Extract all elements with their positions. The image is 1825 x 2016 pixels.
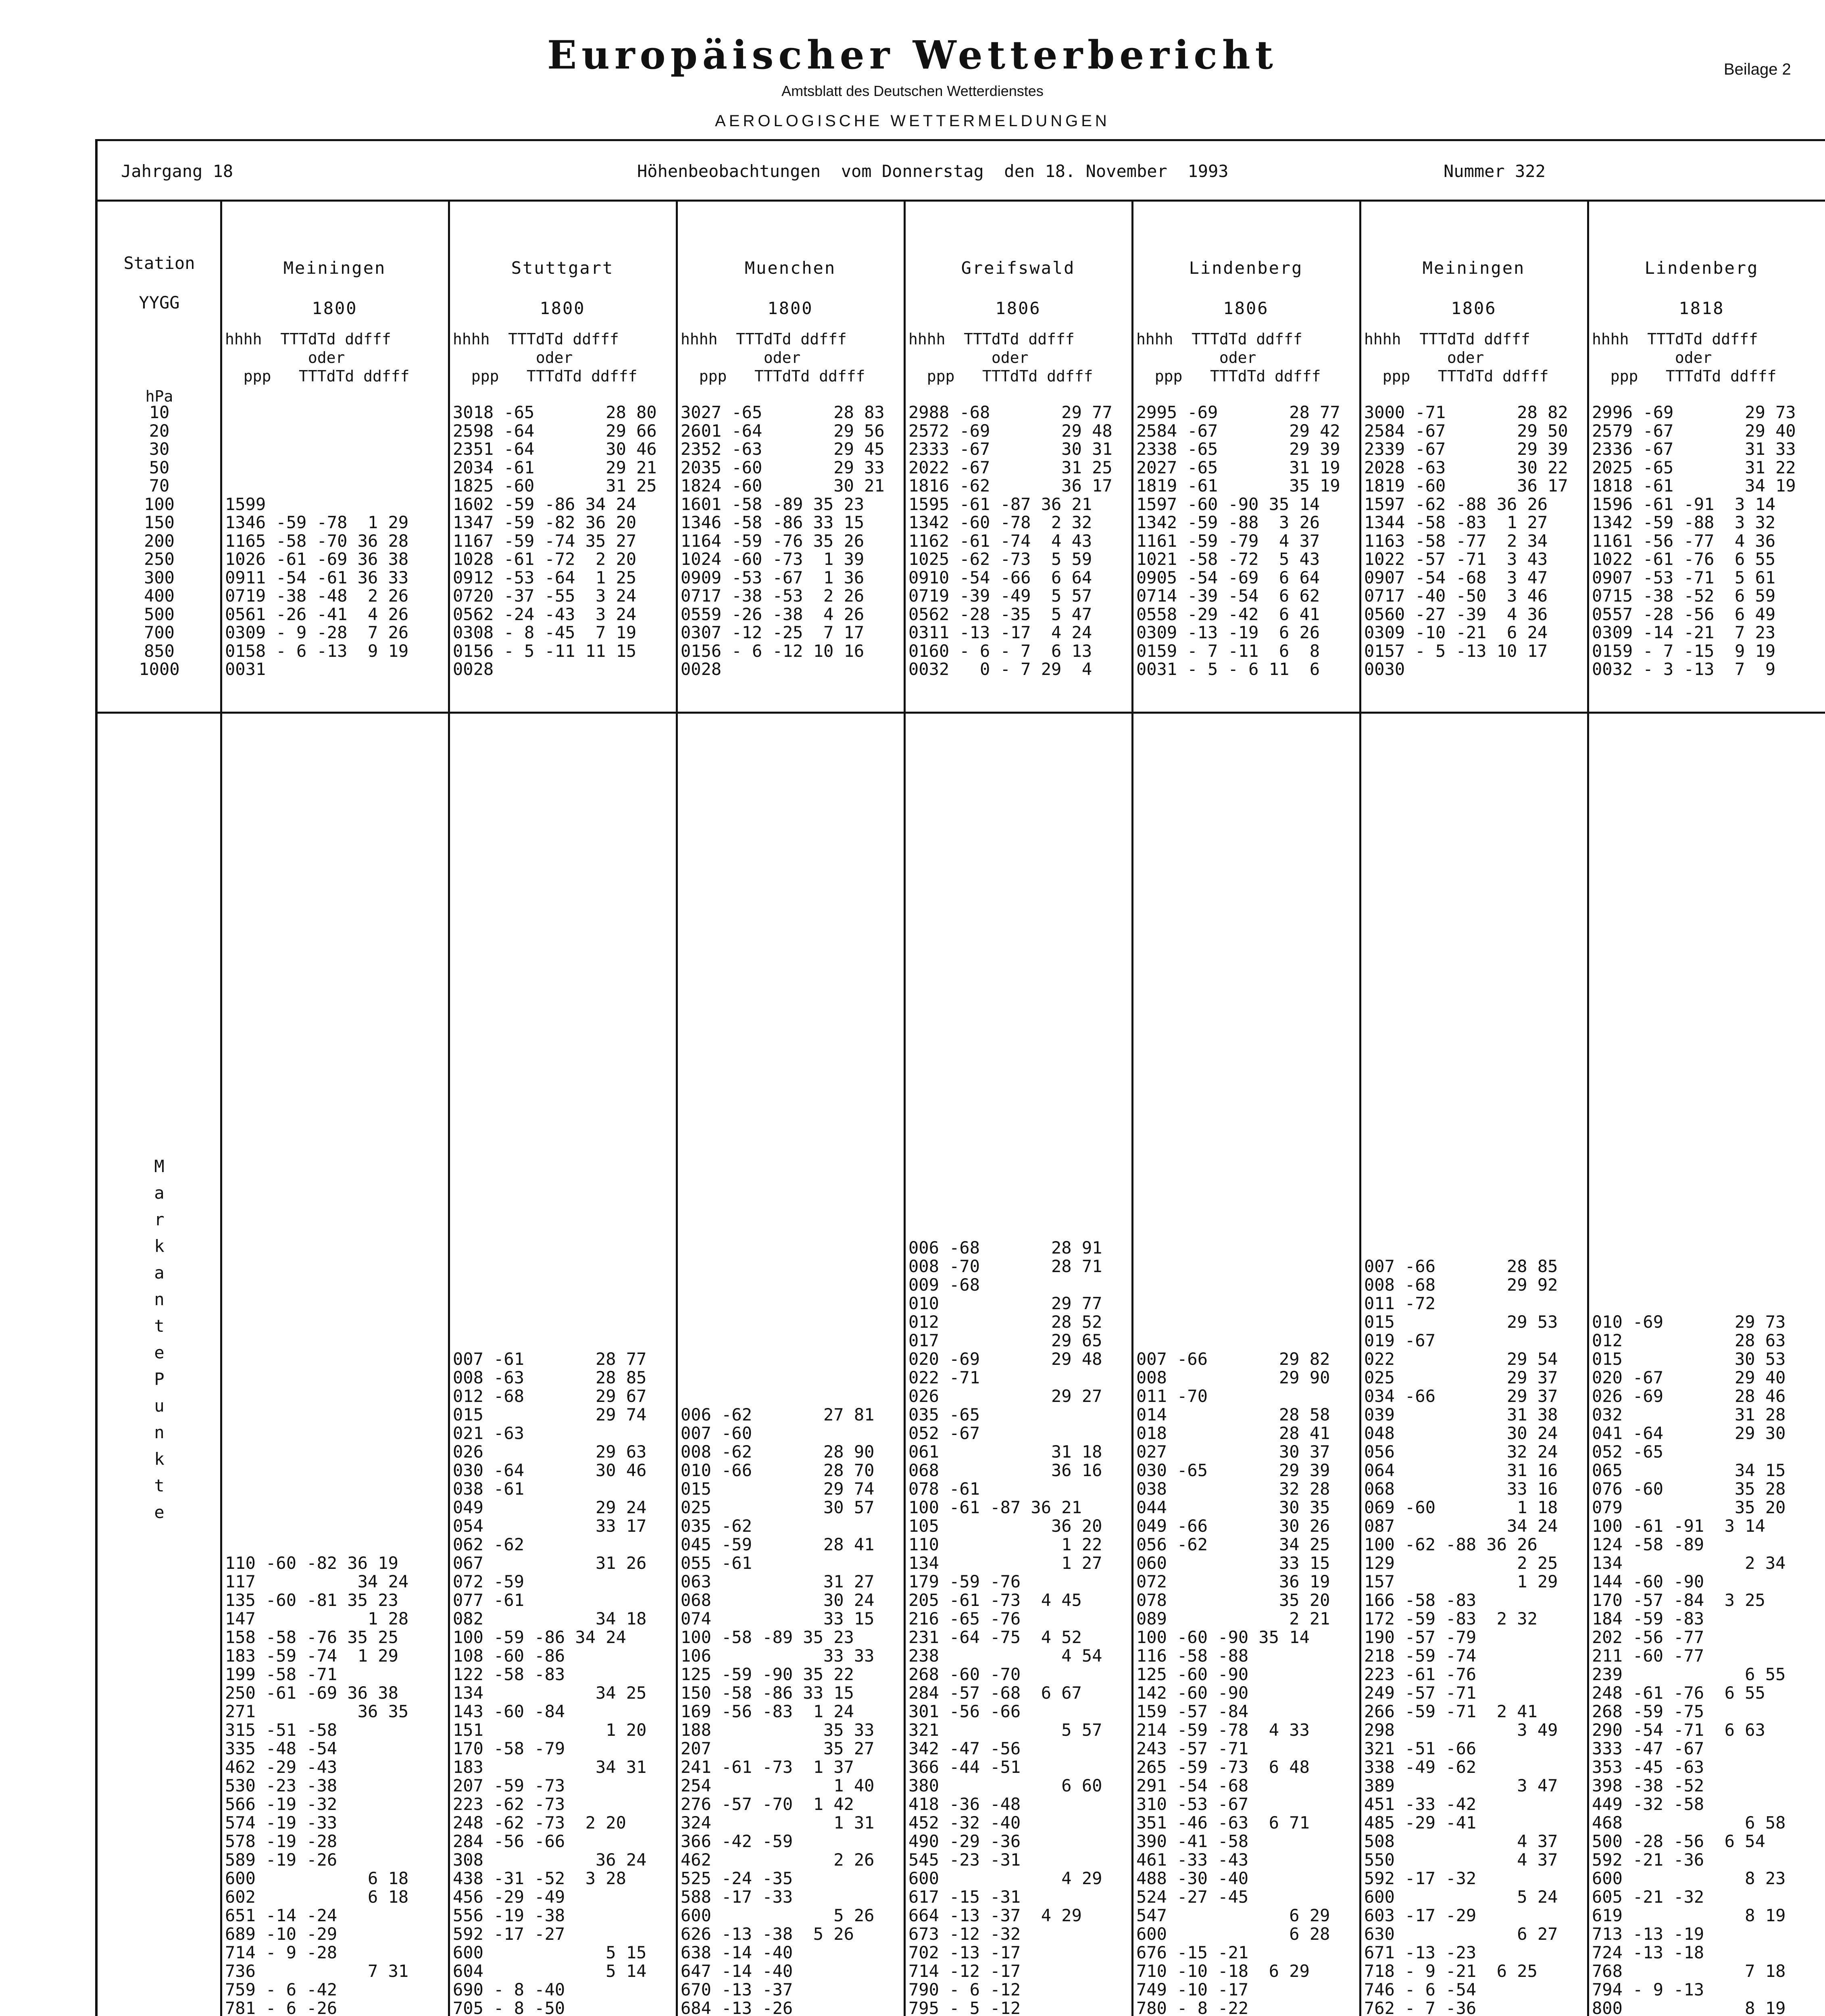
significant-points-data: 006 -62 27 81 007 -60 008 -62 28 90 010 -66 28 70 015 29 74 025 30 57 035 -62 045 -59 28 41 055 -61 063 31 27 068 30 24 074 33 15 100 -58 -89 35 23 106 33 33 125 -59 -90 35 22 150 -58 -86 33 15 169 -56 -83 1 24 188 35 33 207 35 27 241 -61 -73 1 37 254 1 40 276 -57 -70 1 42 324 1 31 366 -42 -59 462 2 26 525 -24 -35 588 -17 -33 600 5 26 626 -13 -38 5 26 638 -14 -40 647 -14 -40 670 -13 -37 684 -13 -26 [681, 1405, 875, 2016]
observation-time: 1818 [1679, 298, 1725, 318]
station-name: Greifswald [961, 258, 1075, 278]
column-subheader: hhhh TTTdTd ddfff oder ppp TTTdTd ddfff [225, 330, 410, 385]
page-subtitle: Amtsblatt des Deutschen Wetterdienstes [781, 83, 1044, 99]
significant-points-data: 006 -68 28 91 008 -70 28 71 009 -68 010 29 77 012 28 52 017 29 65 020 -69 29 48 022 -71 026 29 27 035 -65 052 -67 061 31 18 068 36 16 078 -61 100 -61 -87 36 21 105 36 20 110 1 22 134 1 27 179 -59 -76 205 -61 -73 4 45 216 -65 -76 231 -64 -75 4 52 238 4 54 268 -60 -70 284 -57 -68 6 67 301 -56 -66 321 5 57 342 -47 -56 366 -44 -51 380 6 60 418 -36 -48 452 -32 -40 490 -29 -36 545 -23 -31 600 4 29 617 -15 -31 664 -13 -37 4 29 673 -12 -32 702 -13 -17 714 -12 -17 790 - 6 -12 795 - 5 -12 [908, 1238, 1102, 2016]
page-title: Europäischer Wetterbericht [547, 32, 1278, 78]
column-divider [676, 202, 678, 2016]
std-levels-divider [95, 712, 1825, 714]
column-subheader: hhhh TTTdTd ddfff oder ppp TTTdTd ddfff [453, 330, 638, 385]
column-divider [1587, 202, 1589, 2016]
standard-levels-data: 2996 -69 29 73 2579 -67 29 40 2336 -67 31 33 2025 -65 31 22 1818 -61 34 19 1596 -61 -91 3 14 1342 -59 -88 3 32 1161 -56 -77 4 36 1022 -61 -76 6 55 0907 -53 -71 5 61 0715 -38 -52 6 59 0557 -28 -56 6 49 0309 -14 -21 7 23 0159 - 7 -15 9 19 0032 - 3 -13 7 9 [1592, 402, 1796, 679]
standard-levels-data: 2988 -68 29 77 2572 -69 29 48 2333 -67 30 31 2022 -67 31 25 1816 -62 36 17 1595 -61 -87 36 21 1342 -60 -78 2 32 1162 -61 -74 4 43 1025 -62 -73 5 59 0910 -54 -66 6 64 0719 -39 -49 5 57 0562 -28 -35 5 47 0311 -13 -17 4 24 0160 - 6 - 7 6 13 0032 0 - 7 29 4 [908, 402, 1112, 679]
yygg-label: YYGG [139, 293, 180, 312]
observation-time: 1800 [767, 298, 813, 318]
significant-points-data: 007 -66 28 85 008 -68 29 92 011 -72 015 29 53 019 -67 022 29 54 025 29 37 034 -66 29 37 039 31 38 048 30 24 056 32 24 064 31 16 068 33 16 069 -60 1 18 087 34 24 100 -62 -88 36 26 129 2 25 157 1 29 166 -58 -83 172 -59 -83 2 32 190 -57 -79 218 -59 -74 223 -61 -76 249 -57 -71 266 -59 -71 2 41 298 3 49 321 -51 -66 338 -49 -62 389 3 47 451 -33 -42 485 -29 -41 508 4 37 550 4 37 592 -17 -32 600 5 24 603 -17 -29 630 6 27 671 -13 -23 718 - 9 -21 6 25 746 - 6 -54 762 - 7 -36 [1364, 1256, 1558, 2016]
issue-number: Nummer 322 [1444, 161, 1546, 181]
column-divider [448, 202, 450, 2016]
observation-time: 1800 [312, 298, 358, 318]
standard-levels-data: 2995 -69 28 77 2584 -67 29 42 2338 -65 29 39 2027 -65 31 19 1819 -61 35 19 1597 -60 -90 35 14 1342 -59 -88 3 26 1161 -59 -79 4 37 1021 -58 -72 5 43 0905 -54 -69 6 64 0714 -39 -54 6 62 0558 -29 -42 6 41 0309 -13 -19 6 26 0159 - 7 -11 6 8 0031 - 5 - 6 11 6 [1136, 402, 1340, 679]
pressure-levels: 10 20 30 50 70 100 150 200 250 300 400 500 700 850 1000 [139, 402, 180, 679]
observation-time: 1806 [1451, 298, 1497, 318]
meta-divider [95, 200, 1825, 202]
standard-levels-data: 3027 -65 28 83 2601 -64 29 56 2352 -63 29 45 2035 -60 29 33 1824 -60 30 21 1601 -58 -89 35 23 1346 -58 -86 33 15 1164 -59 -76 35 26 1024 -60 -73 1 39 0909 -53 -67 1 36 0717 -38 -53 2 26 0559 -26 -38 4 26 0307 -12 -25 7 17 0156 - 6 -12 10 16 0028 [681, 402, 885, 679]
column-subheader: hhhh TTTdTd ddfff oder ppp TTTdTd ddfff [908, 330, 1093, 385]
column-divider [1359, 202, 1361, 2016]
column-divider [1131, 202, 1133, 2016]
significant-points-data: 010 -69 29 73 012 28 63 015 30 53 020 -67 29 40 026 -69 28 46 032 31 28 041 -64 29 30 052 -65 065 34 15 076 -60 35 28 079 35 20 100 -61 -91 3 14 124 -58 -89 134 2 34 144 -60 -90 170 -57 -84 3 25 184 -59 -83 202 -56 -77 211 -60 -77 239 6 55 248 -61 -76 6 55 268 -59 -75 290 -54 -71 6 63 333 -47 -67 353 -45 -63 398 -38 -52 449 -32 -58 468 6 58 500 -28 -56 6 54 592 -21 -36 600 8 23 605 -21 -32 619 8 19 713 -13 -19 724 -13 -18 768 7 18 794 - 9 -13 800 8 19 [1592, 1312, 1786, 2016]
observation-time: 1800 [540, 298, 585, 318]
column-divider [220, 202, 222, 2016]
observation-time: 1806 [995, 298, 1041, 318]
column-subheader: hhhh TTTdTd ddfff oder ppp TTTdTd ddfff [1592, 330, 1777, 385]
significant-points-data: 007 -61 28 77 008 -63 28 85 012 -68 29 67 015 29 74 021 -63 026 29 63 030 -64 30 46 038 -61 049 29 24 054 33 17 062 -62 067 31 26 072 -59 077 -61 082 34 18 100 -59 -86 34 24 108 -60 -86 122 -58 -83 134 34 25 143 -60 -84 151 1 20 170 -58 -79 183 34 31 207 -59 -73 223 -62 -73 248 -62 -73 2 20 284 -56 -66 308 36 24 438 -31 -52 3 28 456 -29 -49 556 -19 -38 592 -17 -27 600 5 15 604 5 14 690 - 8 -40 705 - 8 -50 [453, 1349, 647, 2016]
station-label: Station [123, 253, 195, 273]
supplement-label: Beilage 2 [1724, 60, 1791, 78]
station-name: Meiningen [1422, 258, 1525, 278]
standard-levels-data: 3000 -71 28 82 2584 -67 29 50 2339 -67 29 39 2028 -63 30 22 1819 -60 36 17 1597 -62 -88 36 26 1344 -58 -83 1 27 1163 -58 -77 2 34 1022 -57 -71 3 43 0907 -54 -68 3 47 0717 -40 -50 3 46 0560 -27 -39 4 36 0309 -10 -21 6 24 0157 - 5 -13 10 17 0030 [1364, 402, 1568, 679]
station-name: Lindenberg [1644, 258, 1759, 278]
significant-points-data: 110 -60 -82 36 19 117 34 24 135 -60 -81 35 23 147 1 28 158 -58 -76 35 25 183 -59 -74 1 29 199 -58 -71 250 -61 -69 36 38 271 36 35 315 -51 -58 335 -48 -54 462 -29 -43 530 -23 -38 566 -19 -32 574 -19 -33 578 -19 -28 589 -19 -26 600 6 18 602 6 18 651 -14 -24 689 -10 -29 714 - 9 -28 736 7 31 759 - 6 -42 781 - 6 -26 [225, 1553, 409, 2016]
observation-time: 1806 [1223, 298, 1269, 318]
volume-label: Jahrgang 18 [121, 161, 233, 181]
hpa-label: hPa [145, 387, 173, 405]
section-heading: AEROLOGISCHE WETTERMELDUNGEN [715, 112, 1110, 130]
significant-points-data: 007 -66 29 82 008 29 90 011 -70 014 28 58 018 28 41 027 30 37 030 -65 29 39 038 32 28 044 30 35 049 -66 30 26 056 -62 34 25 060 33 15 072 36 19 078 35 20 089 2 21 100 -60 -90 35 14 116 -58 -88 125 -60 -90 142 -60 -90 159 -57 -84 214 -59 -78 4 33 243 -57 -71 265 -59 -73 6 48 291 -54 -68 310 -53 -67 351 -46 -63 6 71 390 -41 -58 461 -33 -43 488 -30 -40 524 -27 -45 547 6 29 600 6 28 676 -15 -21 710 -10 -18 6 29 749 -10 -17 780 - 8 -22 [1136, 1349, 1330, 2016]
standard-levels-data: 3018 -65 28 80 2598 -64 29 66 2351 -64 30 46 2034 -61 29 21 1825 -60 31 25 1602 -59 -86 34 24 1347 -59 -82 36 20 1167 -59 -74 35 27 1028 -61 -72 2 20 0912 -53 -64 1 25 0720 -37 -55 3 24 0562 -24 -43 3 24 0308 - 8 -45 7 19 0156 - 5 -11 11 15 0028 [453, 402, 657, 679]
column-subheader: hhhh TTTdTd ddfff oder ppp TTTdTd ddfff [1136, 330, 1321, 385]
station-name: Stuttgart [511, 258, 614, 278]
observation-date: Höhenbeobachtungen vom Donnerstag den 18. November 1993 [637, 161, 1229, 181]
column-subheader: hhhh TTTdTd ddfff oder ppp TTTdTd ddfff [681, 330, 865, 385]
station-name: Lindenberg [1189, 258, 1303, 278]
markante-punkte-label: M a r k a n t e P u n k t e [154, 1156, 165, 1522]
station-name: Meiningen [283, 258, 386, 278]
column-subheader: hhhh TTTdTd ddfff oder ppp TTTdTd ddfff [1364, 330, 1549, 385]
station-name: Muenchen [744, 258, 836, 278]
column-divider [904, 202, 906, 2016]
standard-levels-data: 1599 1346 -59 -78 1 29 1165 -58 -70 36 28 1026 -61 -69 36 38 0911 -54 -61 36 33 0719 -38 -48 2 26 0561 -26 -41 4 26 0309 - 9 -28 7 26 0158 - 6 -13 9 19 0031 [225, 494, 409, 679]
